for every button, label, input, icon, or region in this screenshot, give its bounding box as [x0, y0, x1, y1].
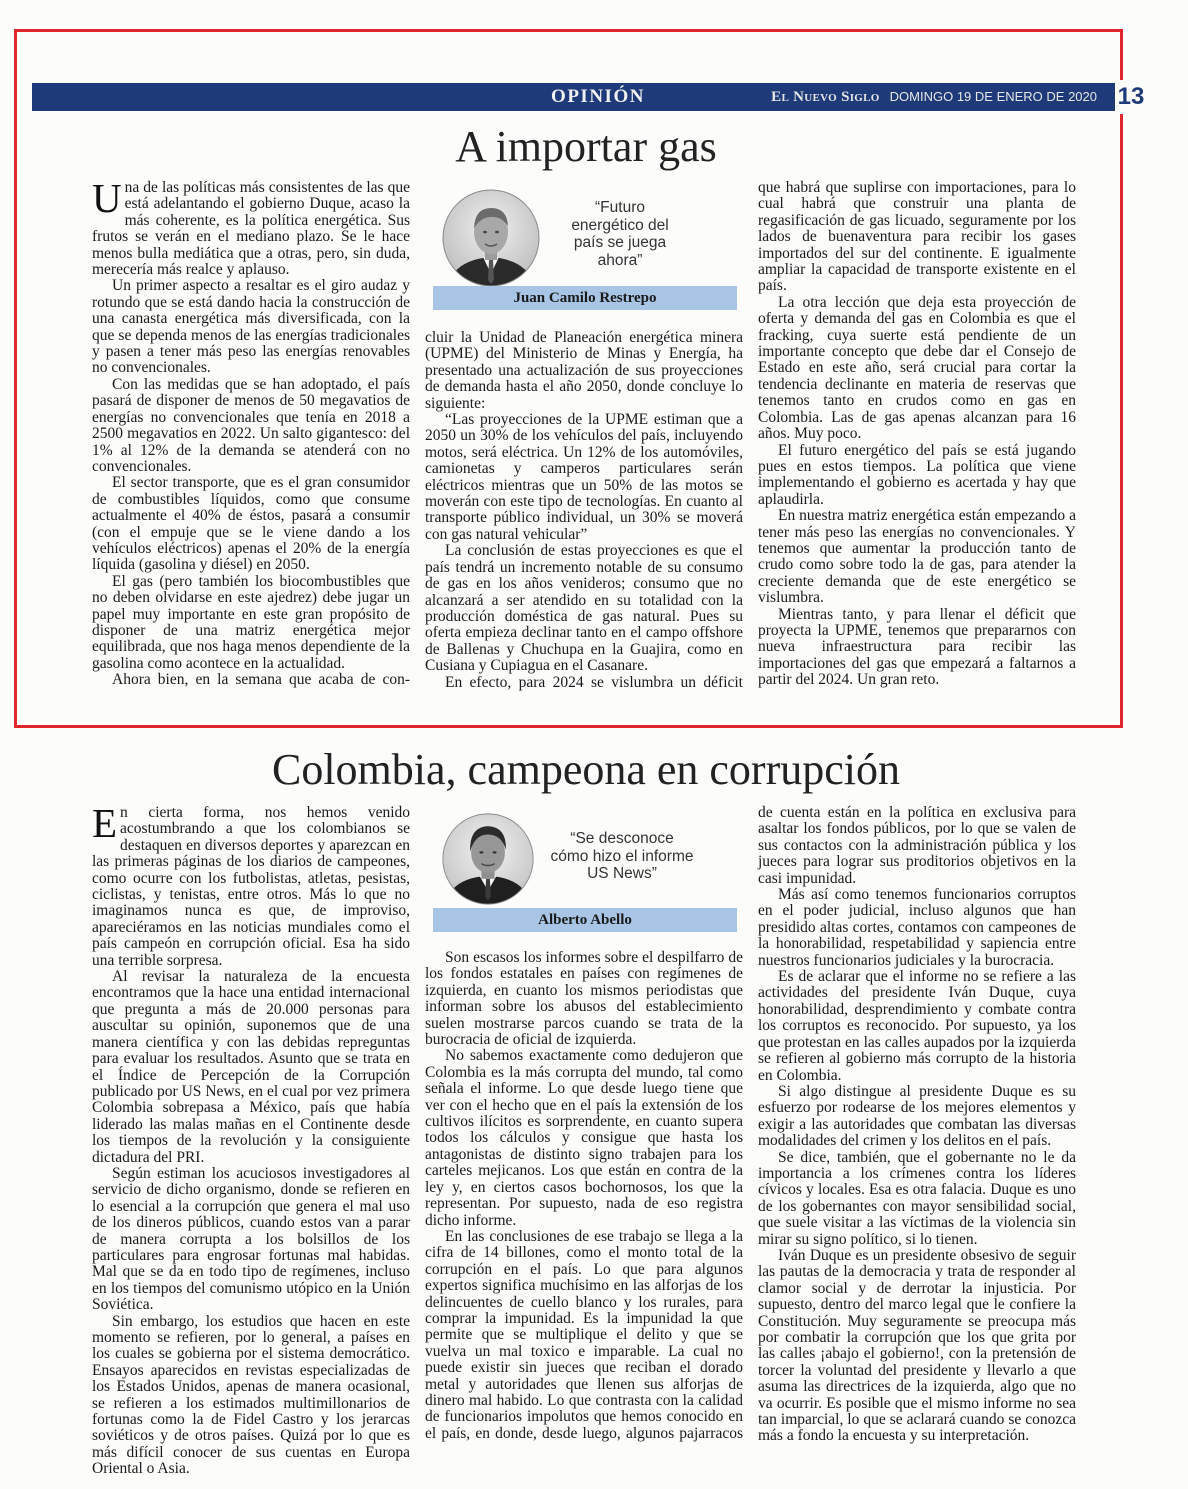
body-paragraph: Al revisar la naturaleza de la encuesta encontramos que la hace una entidad internacional que pregunta a más de 20.000 personas para auscultar su opinión, suponemos que de una manera científica y con las debidas repreguntas para evaluar los resultados. Asunto que se trata en el Índice de Percepción de la Corrupción publicado por US News, en el cual por vez primera Colombia sobrepasa a México, país que había liderado las malas mañas en el Continente desde los tiempos de la revolución y la consiguiente dictadura del PRI. [92, 968, 410, 1166]
body-paragraph: El futuro energético del país se está jugando pues en estos tiempos. La política que viene implementando el gobierno es acertada y hay que aplaudirla. [758, 441, 1076, 508]
author-name-band [433, 908, 737, 932]
article-column [92, 175, 410, 689]
body-paragraph: Son escasos los informes sobre el despilfarro de los fondos estatales en países con regímenes de izquierda, en cuanto los mismos periodistas que informan sobre los abusos del establecimiento suelen mostrarse parcos cuando se trata de la burocracia de oficial de izquierda. [425, 949, 743, 1049]
page-number: 13 [1115, 80, 1147, 114]
body-paragraph: No sabemos exactamente como dedujeron que Colombia es la más corrupta del mundo, tal como señala el informe. Lo que desde luego tiene que ver con el hecho que en el país la extensión de los cultivos ilícitos es sorprendente, en cuanto supera todos los cálculos y consigue que hasta los antagonistas de distinto signo trabajen para los carteles mejicanos. Los que están en contra de la ley y, en ciertos casos bochornosos, los que la representan. Por supuesto, nada de eso registra dicho informe. [425, 1047, 743, 1229]
pull-quote-line: energético del [571, 216, 669, 234]
author-name: Juan Camilo Restrepo [513, 290, 657, 306]
body-paragraph: cluir la Unidad de Planeación energética minera (UPME) del Ministerio de Minas y Energía, ha presentado una actualización de sus proyecciones de demanda hasta el año 2050, donde concluye lo siguiente: [425, 329, 743, 412]
body-paragraph: Mientras tanto, y para llenar el déficit que proyecta la UPME, tenemos que prepararnos con nueva infraestructura para recibir las importaciones del gas que empezará a faltarnos a partir del 2024. Un gran reto. [758, 605, 1076, 689]
masthead [771, 83, 1097, 111]
pull-quote-line: país se juega [573, 234, 667, 251]
author-photo [441, 812, 535, 906]
body-paragraph: Según estiman los acuciosos investigadores al servicio de dicho organismo, donde se refieren en lo esencial a la corrupción que genera el mal uso de los dineros públicos, cuando estos van a parar de manera corrupta a los bolsillos de los particulares para engrosar fortunas mal habidas. Mal que se da en todo tipo de regímenes, incluso en los tiempos del comunismo utópico en la Unión Soviética. [92, 1164, 410, 1314]
page-header-bar [32, 83, 1115, 111]
body-paragraph: El gas (pero también los biocombustibles que no deben olvidarse en este ajedrez) debe jugar un papel muy importante en este gran propósito de disponer de una matriz energética mejor equilibrada, que nos haga menos dependiente de la gasolina como acontece en la actualidad. [92, 572, 410, 672]
article-column [425, 950, 743, 1442]
body-paragraph: Se dice, también, que el gobernante no le da importancia a los crímenes contra los líderes cívicos y locales. Esa es otra falacia. Duque es uno de los gobernantes con mayor sensibilidad social, que suele visitar a las víctimas de la violencia sin mirar su signo político, si lo tienen. [758, 1148, 1076, 1248]
issue-date: DOMINGO 19 DE ENERO DE 2020 [889, 89, 1097, 104]
body-paragraph: Iván Duque es un presidente obsesivo de seguir las pautas de la democracia y trata de responder al clamor social y de derrotar la injusticia. Por supuesto, dentro del marco legal que le confiere la Constitución. Muy seguramente se preocupa más por combatir la corrupción que los que grita por las calles ¡abajo el gobierno!, con la pretensión de torcer la voluntad del presidente y llevarlo a que asuma las directrices de la izquierda, algo que no va ocurrir. Es posible que el mismo informe no sea tan imparcial, lo que se aclarará cuando se conozca más a fondo la encuesta y su interpretación. [758, 1246, 1076, 1445]
pull-quote-line: cómo hizo el informe [550, 847, 694, 865]
pull-quote [522, 830, 722, 883]
pull-quote-line: US News” [587, 865, 657, 882]
body-paragraph: Sin embargo, los estudios que hacen en este momento se refieren, por lo general, a países en los cuales se gobierna por el sistema democrático. Ensayos aparecidos en revistas especializadas de los Estados Unidos, apenas de manera ocasional, se refieren a los estimados multimillonarios de fortunas como la de Fidel Castro y los jerarcas soviéticos y de otros países. Quizá por lo que es más difícil conocer de sus cuentas en Europa Oriental o Asia. [92, 1312, 410, 1478]
article-column [758, 180, 1076, 689]
body-paragraph: La otra lección que deja esta proyección de oferta y demanda del gas en Colombia es que el fracking, cuya suerte está pendiente de un importante concepto que debe dar el Consejo de Estado en este año, será crucial para cortar la tendencia declinante en materia de reservas que tenemos tanto en crudos como en gas en Colombia. Las de gas apenas alcanzan para 16 años. Muy poco. [758, 293, 1076, 443]
article-column [425, 330, 743, 691]
section-label: OPINIÓN [551, 86, 645, 107]
pull-quote-line: “Futuro [595, 199, 645, 216]
author-name: Alberto Abello [538, 912, 632, 928]
body-paragraph: En nuestra matriz energética están empezando a tener más peso las energías no convencionales. Y tenemos que aumentar la producción tanto de crudo como sobre todo la de gas, para atender la creciente demanda que de este energético se vislumbra. [758, 507, 1076, 607]
author-name-band [433, 286, 737, 310]
body-paragraph: El sector transporte, que es el gran consumidor de combustibles líquidos, como que consume actualmente el 40% de éstos, pasará a consumir (con el empuje que se le viene dando a los vehículos eléctricos) apenas el 20% de la energía líquida (gasolina y diésel) en 2050. [92, 474, 410, 574]
body-paragraph: En efecto, para 2024 se vislumbra un déficit [445, 673, 743, 691]
body-paragraph: La conclusión de estas proyecciones es que el país tendrá un incremento notable de su consumo de gas en los años venideros; consumo que no alcanzará a ser atendido en su totalidad con la producción doméstica de gas natural. Pues su oferta empieza declinar tanto en el campo offshore de Ballenas y Chuchupa en la Guajira, como en Cusiana y Cupiagua en el Casanare. [425, 542, 743, 675]
body-paragraph: “Las proyecciones de la UPME estiman que a 2050 un 30% de los vehículos del país, incluyendo motos, será eléctrica. Un 12% de los automóviles, camionetas y camperos particulares serán eléctricos mientras que un 50% de las motos se moverán con este tipo de tecnologías. En cuanto al transporte público individual, un 30% se moverá con gas natural vehicular” [425, 411, 743, 543]
body-paragraph: Ahora bien, en la semana que acaba de con- [112, 671, 410, 689]
article-title: Colombia, campeona en corrupción [271, 745, 900, 794]
body-paragraph: Con las medidas que se han adoptado, el país pasará de disponer de menos de 50 megavatios de energías no convencionales que tenía en 2018 a 2500 megavatios en 2022. Un salto gigantesco: del 1% al 12% de la demanda se atenderá con no convencionales. [92, 375, 410, 475]
body-paragraph: Un primer aspecto a resaltar es el giro audaz y rotundo que se está dando hacia la construcción de una canasta energética más diversificada, con la que se dependa menos de las energías tradicionales y pasen a tener más peso las energías renovables no convencionales. [92, 277, 410, 377]
pull-quote [520, 199, 720, 269]
article-title: A importar gas [455, 122, 717, 171]
pull-quote-line: “Se desconoce [570, 830, 674, 847]
body-paragraph: En cierta forma, nos hemos venido acostumbrando a que los colombianos se destaquen en diversos deportes y aparezcan en las primeras páginas de los diarios de campeones, como ocurre con los futbolistas, atletas, pesistas, ciclistas, y tenistas, entre otros. Más lo que no imaginamos nunca es que, de improviso, apareciéramos en las noticias mundiales como el país campeón en corrupción oficial. Esa ha sido una terrible sorpresa. [92, 800, 410, 969]
newspaper-name: El Nuevo Siglo [771, 89, 880, 105]
body-paragraph: Más así como tenemos funcionarios corruptos en el poder judicial, incluso algunos que han presidido altas cortes, contamos con campeones de la honorabilidad, respetabilidad y sapiencia entre nuestros funcionarios judiciales y la burocracia. [758, 886, 1076, 969]
body-paragraph: Si algo distingue al presidente Duque es su esfuerzo por rodearse de los mejores elementos y exigir a las autoridades que combatan las diversas modalidades del crimen y los delitos en el país. [758, 1082, 1076, 1150]
article-column [92, 800, 410, 1478]
pull-quote-line: ahora” [597, 251, 643, 269]
body-paragraph: de cuenta están en la política en exclusiva para asaltar los fondos públicos, por lo que se valen de sus contactos con la administración pública y los jueces para lograr sus proditorios objetivos en la casi impunidad. [758, 804, 1076, 887]
body-paragraph: Es de aclarar que el informe no se refiere a las actividades del presidente Iván Duque, cuya honorabilidad, desprendimiento y combate contra los corruptos es reconocido. Por supuesto, ya los que protestan en las calles aupados por la izquierda se refieren al gobierno más corrupto de la historia en Colombia. [758, 968, 1076, 1084]
body-paragraph: Una de las políticas más consistentes de las que está adelantando el gobierno Duque, acaso la más coherente, es la política energética. Sus frutos se verán en el mediano plazo. Se le hace menos bulla mediática que a otras, pero, sin duda, merecería más realce y aplauso. [92, 175, 410, 279]
body-paragraph: En las conclusiones de ese trabajo se llega a la cifra de 14 billones, como el monto total de la corrupción en el país. Lo que para algunos expertos significa muchísimo en las alforjas de los delincuentes de cuello blanco y los rurales, para comprar la impunidad. Es la impunidad la que permite que se multiplique el delito y que se vuelva un mal toxico e imparable. La cual no puede existir sin jueces que reciban el dorado metal y autoridades que llenen sus alforjas de dinero mal habido. Lo que contrasta con la calidad de funcionarios impolutos que hemos conocido en el país, en donde, desde luego, algunos pajarracos [425, 1227, 743, 1442]
article-column [758, 805, 1076, 1445]
body-paragraph: que habrá que suplirse con importaciones, para lo cual habrá que construir una planta de regasificación de gas licuado, seguramente por los lados de buenaventura para recibir los gases importados del sur del continente. E igualmente ampliar la capacidad de transporte existente en el país. [758, 179, 1076, 295]
